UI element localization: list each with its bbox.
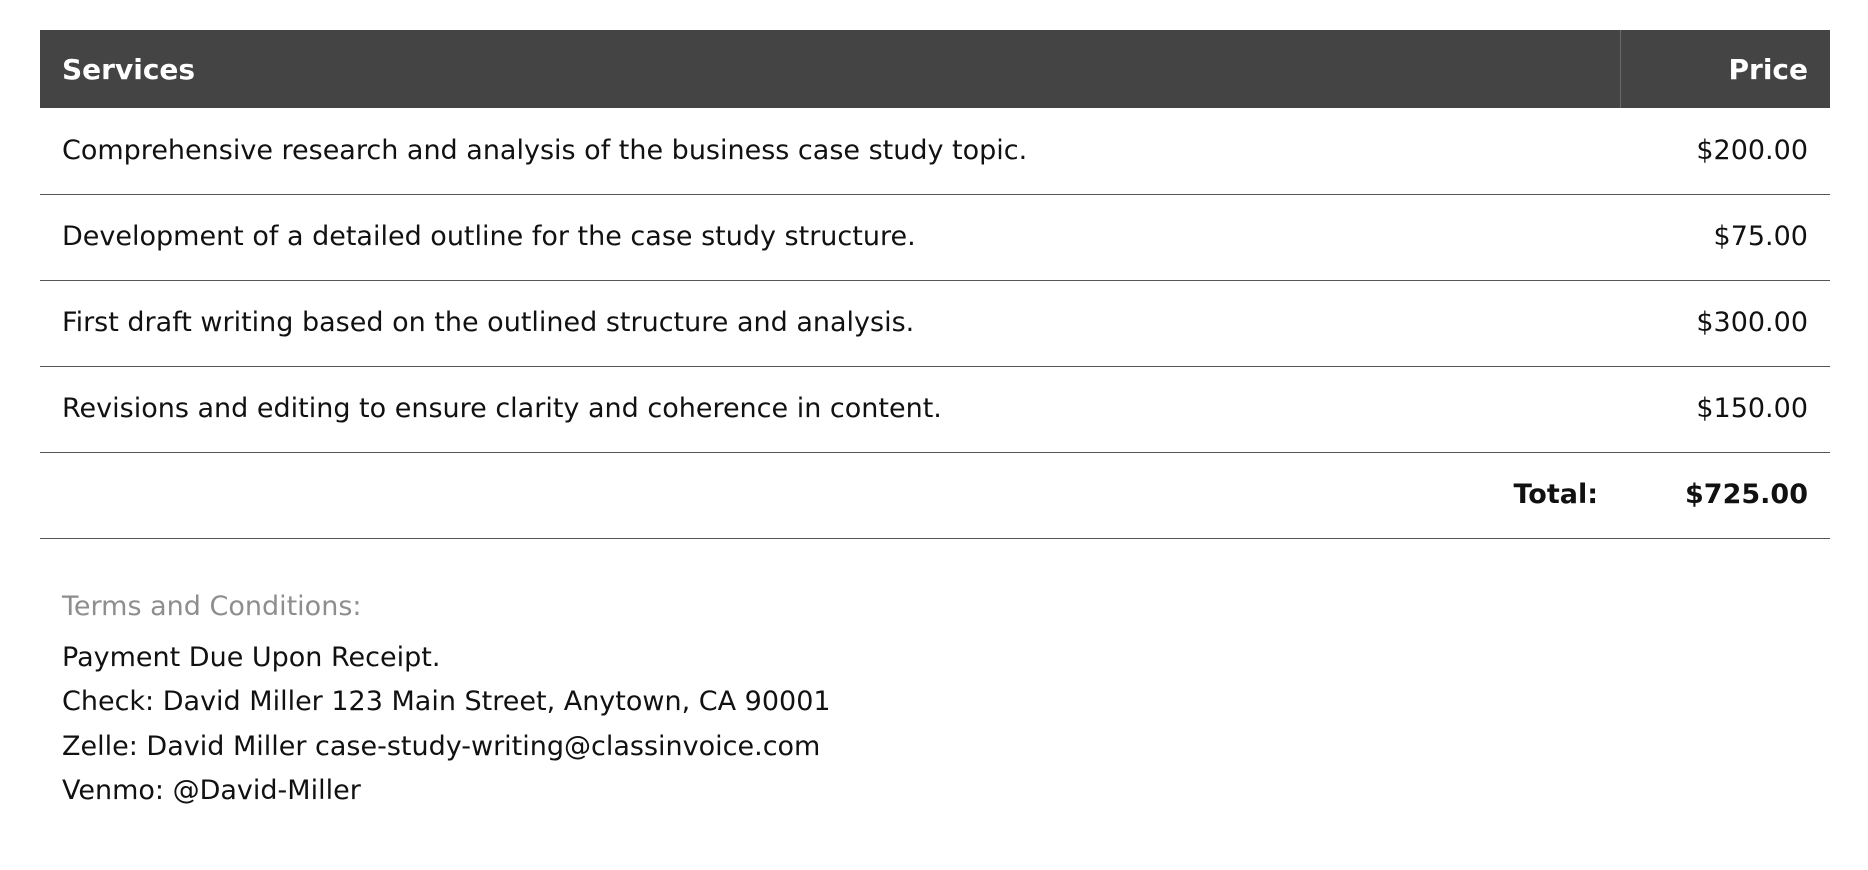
column-header-price: Price <box>1620 30 1830 108</box>
terms-and-conditions-section <box>40 591 1828 814</box>
table-row <box>40 108 1830 194</box>
terms-line-check: Check: David Miller 123 Main Street, Anytown, CA 90001 <box>62 686 831 718</box>
terms-title: Terms and Conditions: <box>62 590 362 622</box>
service-price: $150.00 <box>1620 366 1830 452</box>
service-price: $200.00 <box>1620 108 1830 194</box>
table-header <box>40 30 1830 108</box>
table-body <box>40 108 1830 538</box>
services-price-table <box>40 30 1830 539</box>
service-description: First draft writing based on the outlined structure and analysis. <box>40 280 1620 366</box>
service-price: $75.00 <box>1620 194 1830 280</box>
table-row <box>40 366 1830 452</box>
table-header-row <box>40 30 1830 108</box>
total-value: $725.00 <box>1620 452 1830 538</box>
service-price: $300.00 <box>1620 280 1830 366</box>
column-header-services: Services <box>40 30 1620 108</box>
terms-line-payment: Payment Due Upon Receipt. <box>62 641 441 673</box>
service-description: Development of a detailed outline for the case study structure. <box>40 194 1620 280</box>
terms-line-venmo: Venmo: @David-Miller <box>62 775 361 807</box>
service-description: Revisions and editing to ensure clarity and coherence in content. <box>40 366 1620 452</box>
total-label: Total: <box>40 452 1620 538</box>
table-total-row <box>40 452 1830 538</box>
service-description: Comprehensive research and analysis of the business case study topic. <box>40 108 1620 194</box>
table-row <box>40 194 1830 280</box>
terms-line-zelle: Zelle: David Miller case-study-writing@classinvoice.com <box>62 730 821 762</box>
table-row <box>40 280 1830 366</box>
